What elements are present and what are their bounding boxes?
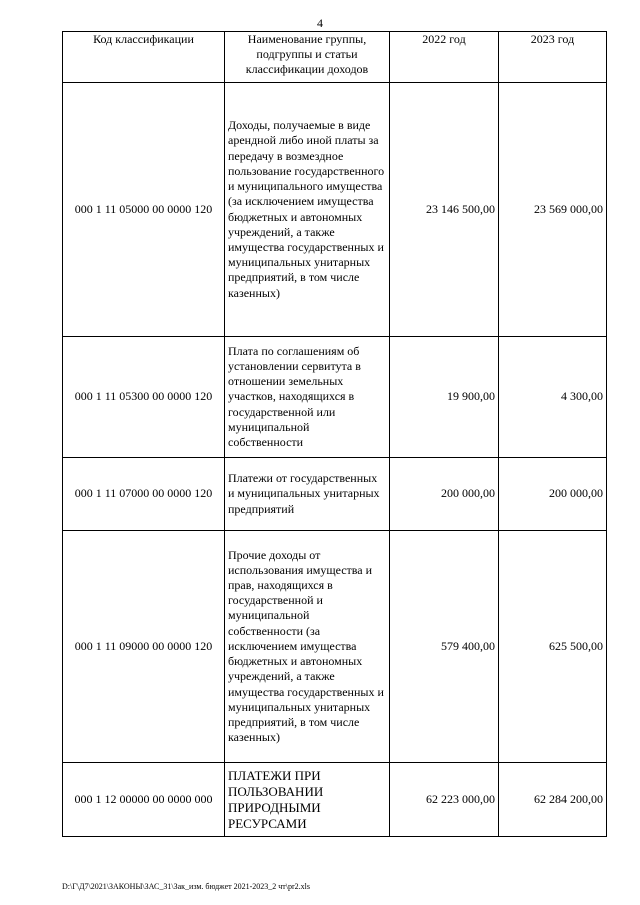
amount-2022: 23 146 500,00 (390, 83, 499, 337)
table-header-row (63, 32, 607, 83)
amount-2023: 23 569 000,00 (499, 83, 607, 337)
header-code: Код классификации (63, 32, 225, 83)
amount-2023: 4 300,00 (499, 337, 607, 458)
classification-code: 000 1 12 00000 00 0000 000 (63, 763, 225, 837)
amount-2023: 200 000,00 (499, 458, 607, 531)
amount-2023: 625 500,00 (499, 531, 607, 763)
amount-2022: 19 900,00 (390, 337, 499, 458)
revenue-classification-table (62, 31, 607, 837)
amount-2023: 62 284 200,00 (499, 763, 607, 837)
page-number: 4 (317, 16, 323, 30)
amount-2022: 200 000,00 (390, 458, 499, 531)
header-name: Наименование группы, подгруппы и статьи классификации доходов (225, 32, 390, 83)
classification-name: Прочие доходы от использования имущества и прав, находящихся в государственной и муниципальной собственности (за исключением имущества бюджетных и автономных учреждений, а также имущества государственных и муниципальных унитарных предприятий, в том числе казенных) (225, 531, 390, 763)
table-row (63, 763, 607, 837)
classification-name: Доходы, получаемые в виде арендной либо иной платы за передачу в возмездное пользование государственного и муниципального имущества (за исключением имущества бюджетных и автономных учреждений, а также имущества государственных и муниципальных унитарных предприятий, в том числе казенных) (225, 83, 390, 337)
header-year-2023: 2023 год (499, 32, 607, 83)
classification-name: Плата по соглашениям об установлении сервитута в отношении земельных участков, находящихся в государственной или муниципальной собственности (225, 337, 390, 458)
table-row (63, 337, 607, 458)
amount-2022: 62 223 000,00 (390, 763, 499, 837)
file-path-footer: D:\Г\Д7\2021\ЗАКОНЫ\ЗАС_31\Зак_изм. бюджет 2021-2023_2 чт\pr2.xls (62, 882, 311, 891)
classification-name: ПЛАТЕЖИ ПРИ ПОЛЬЗОВАНИИ ПРИРОДНЫМИ РЕСУРСАМИ (225, 763, 390, 837)
classification-code: 000 1 11 07000 00 0000 120 (63, 458, 225, 531)
classification-name: Платежи от государственных и муниципальных унитарных предприятий (225, 458, 390, 531)
table-row (63, 83, 607, 337)
amount-2022: 579 400,00 (390, 531, 499, 763)
table-row (63, 531, 607, 763)
classification-code: 000 1 11 05000 00 0000 120 (63, 83, 225, 337)
classification-code: 000 1 11 09000 00 0000 120 (63, 531, 225, 763)
table-row (63, 458, 607, 531)
header-year-2022: 2022 год (390, 32, 499, 83)
classification-code: 000 1 11 05300 00 0000 120 (63, 337, 225, 458)
